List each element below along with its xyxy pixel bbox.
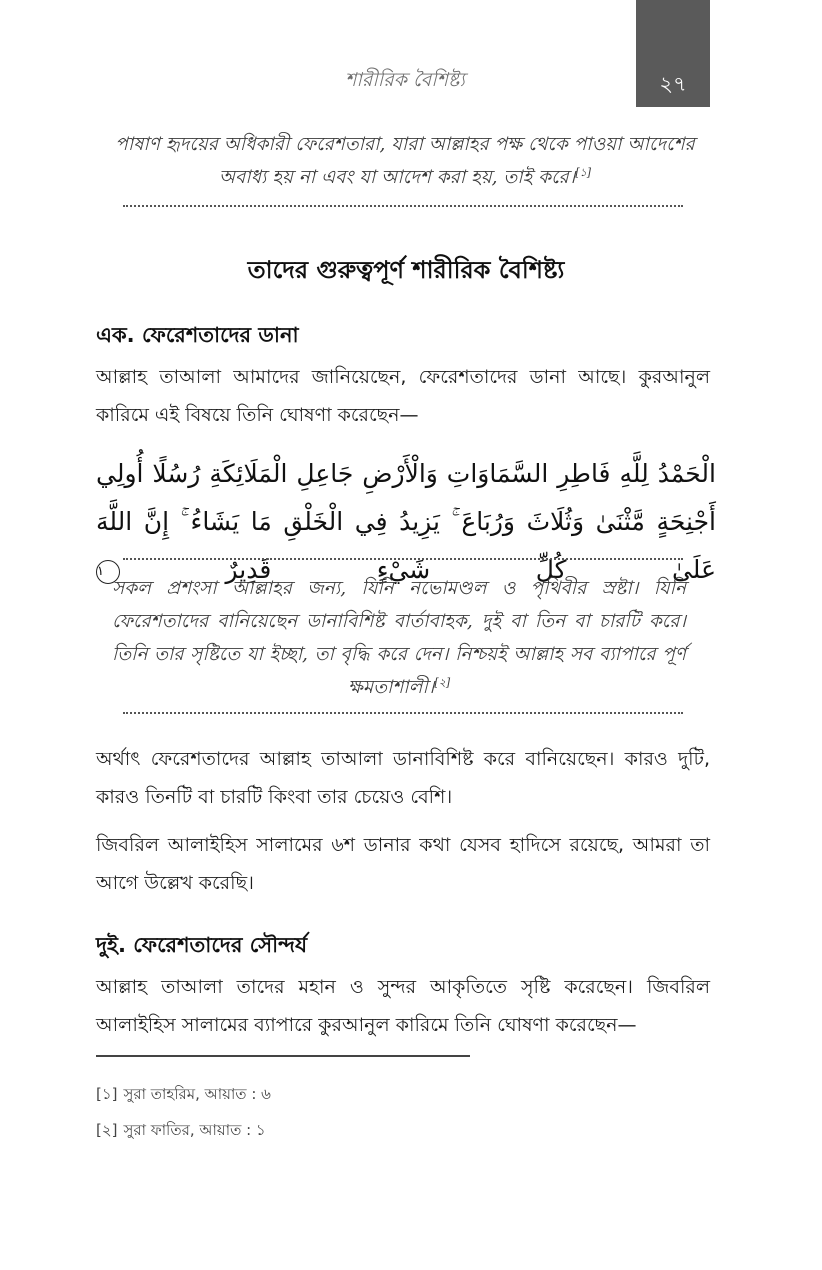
section-heading: তাদের গুরুত্বপূর্ণ শারীরিক বৈশিষ্ট্য: [247, 256, 565, 284]
page-number-box: [636, 0, 710, 107]
footnote: [96, 1083, 271, 1108]
verse-translation-ref: [২]: [434, 675, 451, 689]
footnote-text: সুরা ফাতির, আয়াত : ১: [123, 1121, 266, 1139]
top-quote: [110, 128, 700, 194]
arabic-verse-text: الْحَمْدُ لِلَّهِ فَاطِرِ السَّمَاوَاتِ وَالْأَرْضِ جَاعِلِ الْمَلَائِكَةِ رُسُلًا أُولِي أَجْنِحَةٍ مَّثْنَىٰ وَثُلَاثَ وَرُبَاعَ ۚ يَزِيدُ فِي الْخَلْقِ مَا يَشَاءُ ۚ إِنَّ اللَّهَ عَلَىٰ كُلِّ شَيْءٍ قَدِيرٌ: [96, 459, 717, 584]
paragraph-wings-intro: আল্লাহ তাআলা আমাদের জানিয়েছেন, ফেরেশতাদের ডানা আছে। কুরআনুল কারিমে এই বিষয়ে তিনি ঘোষণা করেছেন—: [96, 366, 710, 426]
top-quote-text: পাষাণ হৃদয়ের অধিকারী ফেরেশতারা, যারা আল্লাহর পক্ষ থেকে পাওয়া আদেশের অবাধ্য হয় না এবং যা আদেশ করা হয়, তাই করে।: [115, 134, 695, 188]
dotted-divider: [123, 205, 683, 207]
footnote-mark: [১]: [96, 1085, 118, 1103]
verse-translation-text: সকল প্রশংসা আল্লাহর জন্য, যিনি নভোমণ্ডল ও পৃথিবীর স্রষ্টা। যিনি ফেরেশতাদের বানিয়েছেন ডানাবিশিষ্ট বার্তাবাহক, দুই বা তিন বা চারটি করে। তিনি তার সৃষ্টিতে যা ইচ্ছা, তা বৃদ্ধি করে দেন। নিশ্চয়ই আল্লাহ সব ব্যাপারে পূর্ণ ক্ষমতাশালী।: [112, 578, 686, 698]
footnote-rule: [96, 1055, 470, 1057]
paragraph-jibril-wings: জিবরিল আলাইহিস সালামের ৬শ ডানার কথা যেসব হাদিসে রয়েছে, আমরা তা আগে উল্লেখ করেছি।: [96, 834, 710, 894]
dotted-divider: [123, 558, 683, 560]
page-number: ২৭: [659, 72, 687, 96]
ayah-number-mark: ١: [96, 560, 120, 584]
footnote: [96, 1119, 266, 1144]
top-quote-ref: [১]: [575, 165, 592, 179]
dotted-divider: [123, 712, 683, 714]
footnote-mark: [২]: [96, 1121, 118, 1139]
paragraph-wings-explanation: অর্থাৎ ফেরেশতাদের আল্লাহ তাআলা ডানাবিশিষ্ট করে বানিয়েছেন। কারও দুটি, কারও তিনটি বা চারটি কিংবা তার চেয়েও বেশি।: [96, 748, 710, 808]
subheading-beauty: দুই. ফেরেশতাদের সৌন্দর্য: [96, 933, 308, 957]
verse-translation: [112, 572, 686, 704]
subheading-wings: এক. ফেরেশতাদের ডানা: [96, 323, 299, 347]
footnote-text: সুরা তাহরিম, আয়াত : ৬: [123, 1085, 271, 1103]
paragraph-beauty-intro: আল্লাহ তাআলা তাদের মহান ও সুন্দর আকৃতিতে সৃষ্টি করেছেন। জিবরিল আলাইহিস সালামের ব্যাপারে কুরআনুল কারিমে তিনি ঘোষণা করেছেন—: [96, 976, 710, 1036]
header-title: শারীরিক বৈশিষ্ট্য: [345, 69, 465, 91]
